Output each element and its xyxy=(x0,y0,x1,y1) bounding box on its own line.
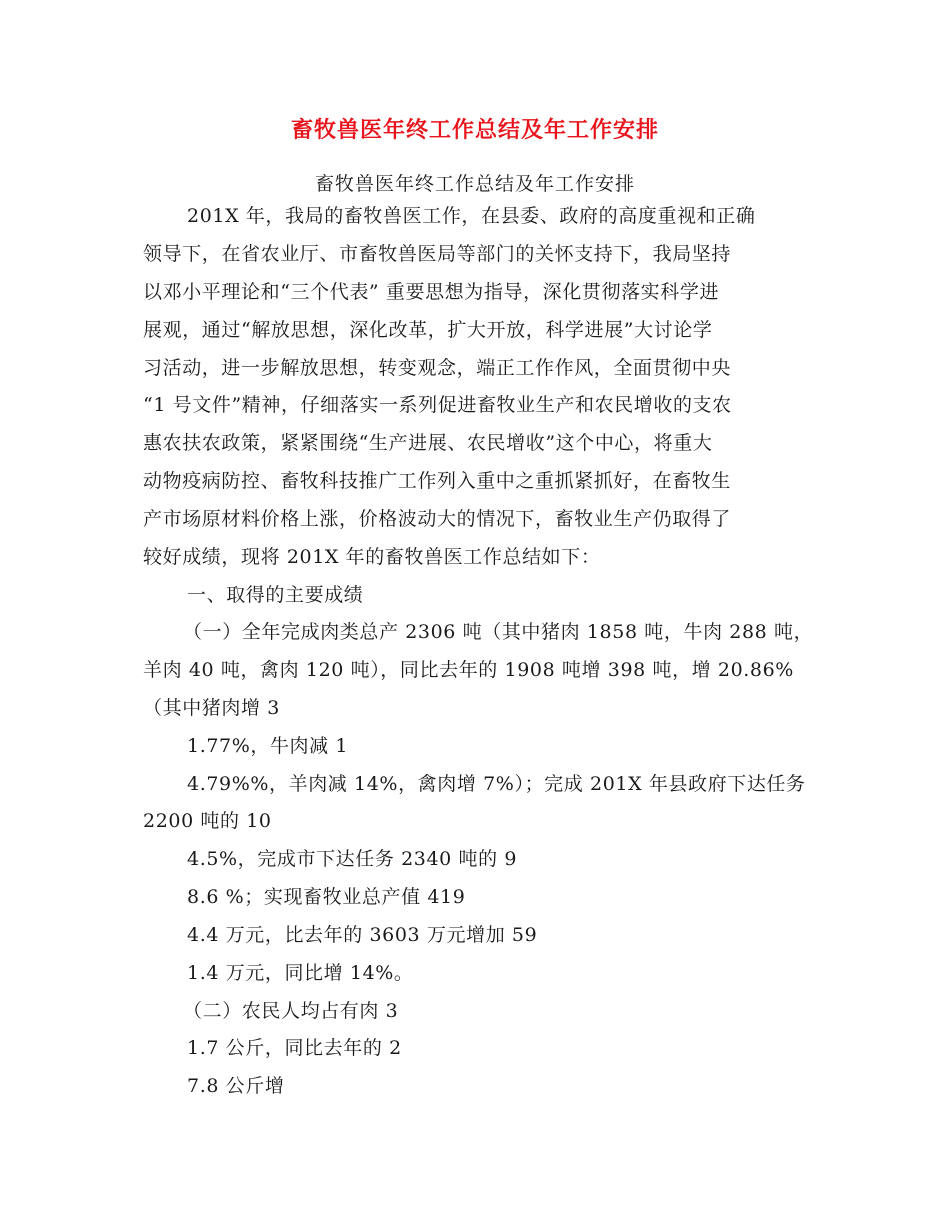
paragraph-line: 以邓小平理论和“三个代表” 重要思想为指导，深化贯彻落实科学进 xyxy=(143,281,720,303)
paragraph-line: 较好成绩，现将 201X 年的畜牧兽医工作总结如下： xyxy=(143,546,601,568)
paragraph-line: （一）全年完成肉类总产 2306 吨（其中猪肉 1858 吨，牛肉 288 吨， xyxy=(183,621,814,643)
document-title: 畜牧兽医年终工作总结及年工作安排 xyxy=(290,117,659,143)
paragraph-line: 2200 吨的 10 xyxy=(143,810,272,832)
paragraph-line: 4.4 万元，比去年的 3603 万元增加 59 xyxy=(187,924,538,946)
paragraph-line: 产市场原材料价格上涨，价格波动大的情况下，畜牧业生产仍取得了 xyxy=(143,508,732,530)
paragraph-line: 展观，通过“解放思想，深化改革，扩大开放，科学进展”大讨论学 xyxy=(143,319,713,341)
paragraph-line: 习活动，进一步解放思想，转变观念，端正工作作风，全面贯彻中央 xyxy=(143,357,732,379)
paragraph-line: 7.8 公斤增 xyxy=(187,1075,285,1097)
document-subtitle: 畜牧兽医年终工作总结及年工作安排 xyxy=(314,173,635,195)
paragraph-line: 4.79%%，羊肉减 14%，禽肉增 7%）；完成 201X 年县政府下达任务 xyxy=(187,773,806,795)
paragraph-line: 4.5%，完成市下达任务 2340 吨的 9 xyxy=(187,848,518,870)
paragraph-line: “1 号文件”精神，仔细落实一系列促进畜牧业生产和农民增收的支农 xyxy=(143,394,732,416)
paragraph-line: （二）农民人均占有肉 3 xyxy=(183,1000,399,1022)
section-heading: 一、取得的主要成绩 xyxy=(187,584,364,606)
paragraph-line: 惠农扶农政策，紧紧围绕“生产进展、农民增收”这个中心，将重大 xyxy=(143,432,713,454)
paragraph-line: （其中猪肉增 3 xyxy=(143,697,280,719)
paragraph-line: 1.4 万元，同比增 14%。 xyxy=(187,962,414,984)
paragraph-line: 1.77%，牛肉减 1 xyxy=(187,735,349,757)
paragraph-line: 动物疫病防控、畜牧科技推广工作列入重中之重抓紧抓好，在畜牧生 xyxy=(143,470,732,492)
paragraph-line: 羊肉 40 吨，禽肉 120 吨），同比去年的 1908 吨增 398 吨，增 20.86% xyxy=(143,659,794,681)
paragraph-line: 201X 年，我局的畜牧兽医工作，在县委、政府的高度重视和正确 xyxy=(187,205,756,227)
paragraph-line: 1.7 公斤，同比去年的 2 xyxy=(187,1037,402,1059)
paragraph-line: 8.6 %；实现畜牧业总产值 419 xyxy=(187,886,466,908)
paragraph-line: 领导下，在省农业厅、市畜牧兽医局等部门的关怀支持下，我局坚持 xyxy=(143,243,732,265)
